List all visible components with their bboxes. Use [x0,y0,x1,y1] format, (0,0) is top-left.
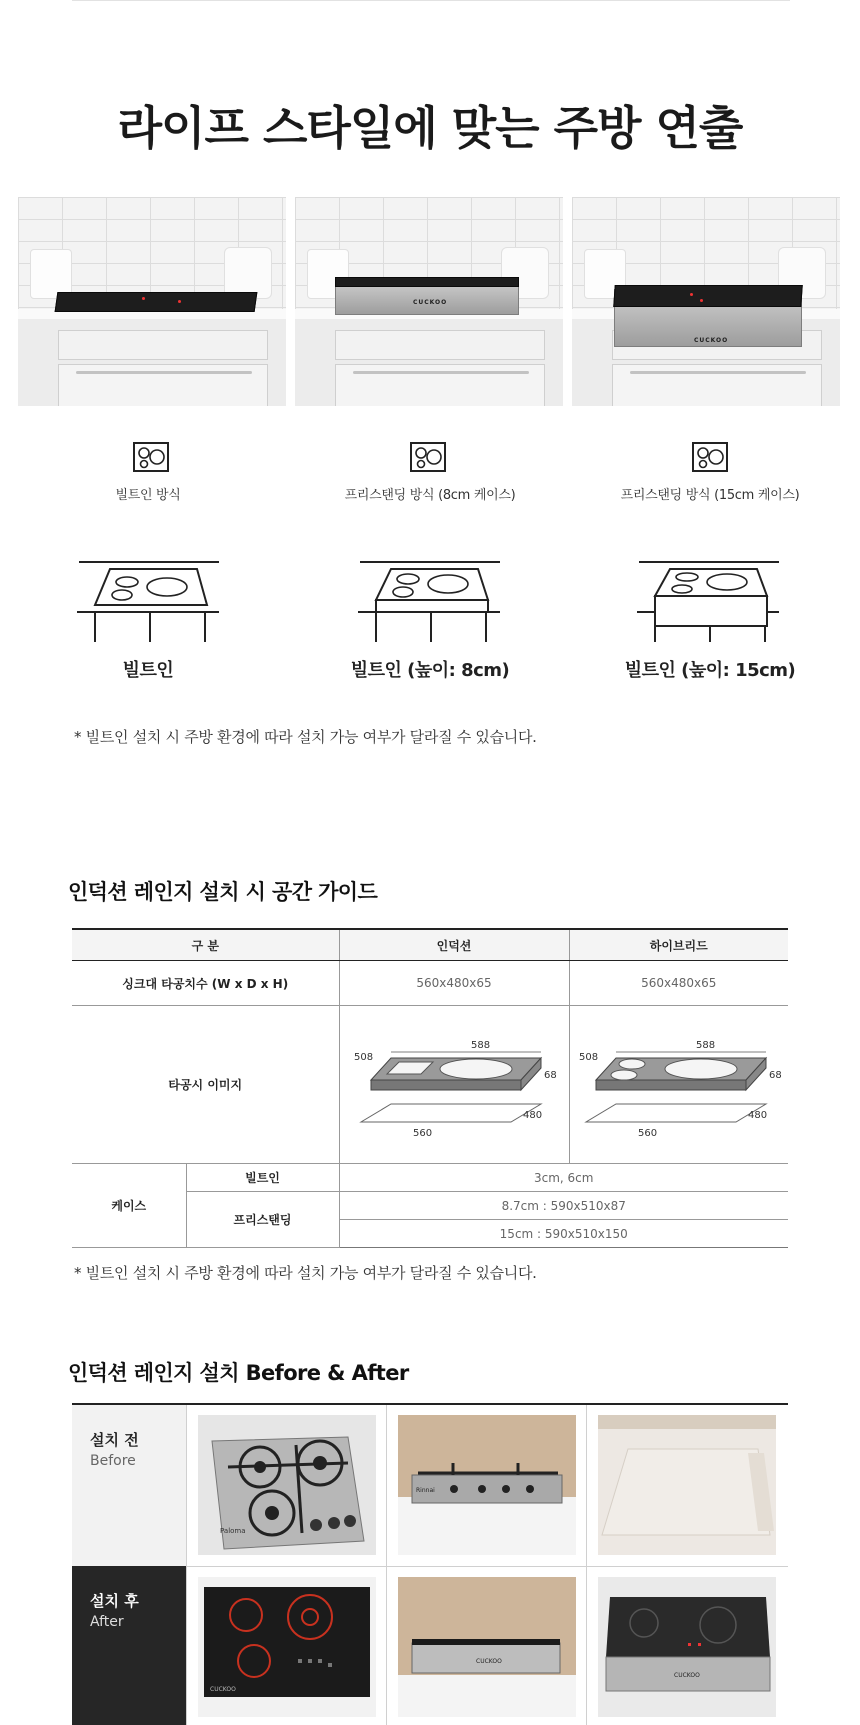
hybrid-cutout-diagram [576,1030,782,1140]
range-brand-label: Rinnai [416,1487,435,1494]
freestanding-15cm-diagram [637,560,787,650]
diagram-label-15cm: 빌트인 (높이: 15cm) [624,660,796,681]
table-cell: 3cm, 6cm [339,1164,788,1192]
table-header-row [72,929,788,961]
table-row [72,961,788,1006]
row-label: 싱크대 타공치수 (W x D x H) [72,961,339,1006]
before-photo-3 [598,1415,776,1555]
style-caption-builtin: 빌트인 방식 [115,488,181,503]
style-caption-15cm: 프리스탠딩 방식 (15cm 케이스) [620,488,800,503]
space-guide-title: 인덕션 레인지 설치 시 공간 가이드 [68,880,378,904]
range-brand-label: Paloma [220,1527,246,1535]
before-label: 설치 전 Before [72,1405,186,1566]
dim-label: 560 [637,1127,657,1139]
row-sublabel: 빌트인 [186,1164,339,1192]
dim-label: 588 [471,1039,491,1051]
table-cell [569,1006,788,1164]
cooktop-brand-label: CUCKOO [210,1686,236,1693]
after-photo-2 [398,1577,576,1717]
page-title: 라이프 스타일에 맞는 주방 연출 [117,101,743,155]
before-photo-1 [198,1415,376,1555]
table-header: 구 분 [72,929,339,961]
table-cell: 15cm : 590x510x150 [339,1220,788,1248]
after-photo-1 [198,1577,376,1717]
dim-label: 480 [523,1109,543,1121]
top-divider [72,0,790,1]
install-note: * 빌트인 설치 시 주방 환경에 따라 설치 가능 여부가 달라질 수 있습니다. [74,728,537,746]
cooktop-brand-label: CUCKOO [476,1658,502,1665]
dim-label: 508 [354,1051,374,1063]
table-cell: 560x480x65 [339,961,569,1006]
space-guide-table [72,928,788,1248]
space-guide-note: * 빌트인 설치 시 주방 환경에 따라 설치 가능 여부가 달라질 수 있습니다. [74,1264,537,1282]
row-sublabel: 프리스탠딩 [186,1192,339,1248]
diagram-label-8cm: 빌트인 (높이: 8cm) [350,660,510,681]
table-cell: 8.7cm : 590x510x87 [339,1192,788,1220]
before-after-title: 인덕션 레인지 설치 Before & After [68,1361,409,1385]
table-header: 하이브리드 [569,929,788,961]
table-row [72,1164,788,1192]
dim-label: 68 [768,1069,782,1081]
dim-label: 508 [578,1051,598,1063]
dim-label: 68 [544,1069,557,1081]
kitchen-photo-freestanding-15cm: CUCKOO [572,197,840,406]
table-row [72,1006,788,1164]
builtin-diagram [77,560,227,650]
after-label: 설치 후 After [72,1566,186,1725]
table-cell: 560x480x65 [569,961,788,1006]
table-header: 인덕션 [339,929,569,961]
before-after-grid [72,1403,788,1725]
cooktop-icon [692,442,728,472]
before-photo-2 [398,1415,576,1555]
dim-label: 560 [413,1127,433,1139]
cooktop-icon [410,442,446,472]
after-photo-3 [598,1577,776,1717]
style-caption-8cm: 프리스탠딩 방식 (8cm 케이스) [344,488,516,503]
row-label: 타공시 이미지 [72,1006,339,1164]
row-label: 케이스 [72,1164,186,1248]
table-cell [339,1006,569,1164]
freestanding-8cm-diagram [358,560,508,650]
cooktop-brand-label: CUCKOO [674,1672,700,1679]
dim-label: 480 [747,1109,767,1121]
cooktop-icon [133,442,169,472]
kitchen-photo-freestanding-8cm: CUCKOO [295,197,563,406]
diagram-label-builtin: 빌트인 [122,660,174,681]
induction-cutout-diagram [351,1030,557,1140]
dim-label: 588 [695,1039,715,1051]
kitchen-photo-builtin [18,197,286,406]
